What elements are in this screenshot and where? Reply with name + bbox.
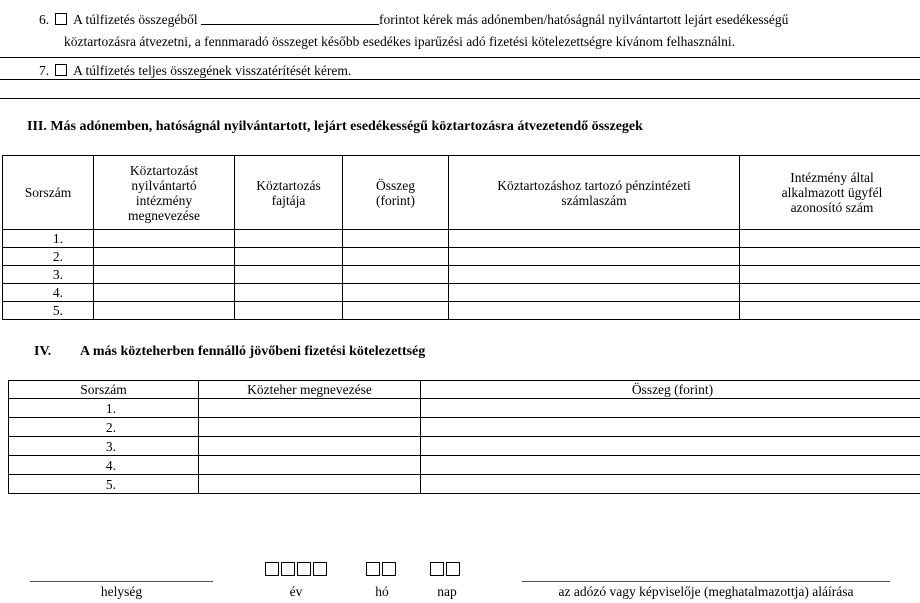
table-cell[interactable] <box>94 248 235 266</box>
table-cell[interactable] <box>421 399 920 418</box>
table-cell[interactable] <box>421 456 920 475</box>
row-number: 3. <box>3 266 94 284</box>
table-cell[interactable] <box>343 230 449 248</box>
table-row <box>9 418 920 437</box>
table-cell[interactable] <box>740 248 920 266</box>
table-row <box>9 475 920 494</box>
table-cell[interactable] <box>740 266 920 284</box>
row-number: 2. <box>9 418 199 437</box>
column-header: Köztartozást nyilvántartó intézmény megnevezése <box>94 156 235 230</box>
row-number: 3. <box>9 437 199 456</box>
table-row <box>9 437 920 456</box>
option-6-number: 6. <box>39 12 50 27</box>
table-cell[interactable] <box>449 302 740 320</box>
table-header-row <box>9 381 920 399</box>
table-cell[interactable] <box>199 418 421 437</box>
column-header: Sorszám <box>3 156 94 230</box>
column-header: Összeg (forint) <box>421 381 920 399</box>
day-boxes[interactable] <box>430 562 462 580</box>
month-label: hó <box>375 584 389 599</box>
option-6-line2: köztartozásra átvezetni, a fennmaradó összeget később esedékes iparűzési adó fizetési kötelezettségre kívánom felhasználni. <box>64 34 735 49</box>
column-header: Összeg (forint) <box>343 156 449 230</box>
table-row <box>9 399 920 418</box>
table-cell[interactable] <box>449 248 740 266</box>
table-row <box>3 230 920 248</box>
table-cell[interactable] <box>343 284 449 302</box>
section-3-table <box>2 155 920 320</box>
day-label: nap <box>437 584 457 599</box>
signature-line <box>522 581 890 582</box>
table-row <box>3 266 920 284</box>
column-header: Köztartozáshoz tartozó pénzintézeti számlaszám <box>449 156 740 230</box>
table-cell[interactable] <box>343 266 449 284</box>
table-cell[interactable] <box>449 266 740 284</box>
section-4-title: A más közteherben fennálló jövőbeni fizetési kötelezettség <box>80 344 426 359</box>
row-number: 4. <box>9 456 199 475</box>
row-number: 1. <box>3 230 94 248</box>
place-line <box>30 581 213 582</box>
table-cell[interactable] <box>235 248 343 266</box>
table-header-row <box>3 156 920 230</box>
table-cell[interactable] <box>740 302 920 320</box>
row-number: 1. <box>9 399 199 418</box>
table-cell[interactable] <box>199 475 421 494</box>
option-7 <box>39 61 351 80</box>
table-cell[interactable] <box>421 437 920 456</box>
divider <box>0 57 920 58</box>
table-cell[interactable] <box>235 284 343 302</box>
table-cell[interactable] <box>449 230 740 248</box>
option-7-number: 7. <box>39 63 50 78</box>
option-6-text-before: A túlfizetés összegéből <box>73 12 198 27</box>
year-boxes[interactable] <box>265 562 329 580</box>
table-cell[interactable] <box>235 230 343 248</box>
table-cell[interactable] <box>199 399 421 418</box>
table-cell[interactable] <box>449 284 740 302</box>
table-cell[interactable] <box>94 302 235 320</box>
table-cell[interactable] <box>343 302 449 320</box>
option-6-checkbox[interactable] <box>55 13 67 25</box>
column-header: Köztartozás fajtája <box>235 156 343 230</box>
column-header: Sorszám <box>9 381 199 399</box>
row-number: 5. <box>9 475 199 494</box>
table-cell[interactable] <box>94 266 235 284</box>
divider <box>0 79 920 80</box>
table-cell[interactable] <box>740 284 920 302</box>
section-4-number: IV. <box>34 344 52 359</box>
divider <box>0 98 920 99</box>
table-row <box>3 302 920 320</box>
option-7-checkbox[interactable] <box>55 64 67 76</box>
row-number: 4. <box>3 284 94 302</box>
table-cell[interactable] <box>343 248 449 266</box>
row-number: 5. <box>3 302 94 320</box>
table-cell[interactable] <box>199 437 421 456</box>
table-cell[interactable] <box>235 302 343 320</box>
option-6-amount-field[interactable] <box>201 12 379 25</box>
section-3-title: III. Más adónemben, hatóságnál nyilvántartott, lejárt esedékességű köztartozásra átvezetendő összegek <box>27 119 643 134</box>
table-cell[interactable] <box>199 456 421 475</box>
table-row <box>9 456 920 475</box>
signer-label: az adózó vagy képviselője (meghatalmazottja) aláírása <box>558 584 854 599</box>
place-label: helység <box>100 584 143 599</box>
table-row <box>3 284 920 302</box>
section-4-table <box>8 380 920 494</box>
month-boxes[interactable] <box>366 562 398 580</box>
year-label: év <box>289 584 303 599</box>
table-cell[interactable] <box>740 230 920 248</box>
table-cell[interactable] <box>421 418 920 437</box>
column-header: Intézmény által alkalmazott ügyfél azonosító szám <box>740 156 920 230</box>
table-cell[interactable] <box>235 266 343 284</box>
table-cell[interactable] <box>421 475 920 494</box>
column-header: Közteher megnevezése <box>199 381 421 399</box>
option-6 <box>39 10 909 29</box>
option-7-text: A túlfizetés teljes összegének visszatérítését kérem. <box>73 63 352 78</box>
row-number: 2. <box>3 248 94 266</box>
table-row <box>3 248 920 266</box>
table-cell[interactable] <box>94 230 235 248</box>
option-6-text-after: forintot kérek más adónemben/hatóságnál nyilvántartott lejárt esedékességű <box>378 12 789 27</box>
table-cell[interactable] <box>94 284 235 302</box>
